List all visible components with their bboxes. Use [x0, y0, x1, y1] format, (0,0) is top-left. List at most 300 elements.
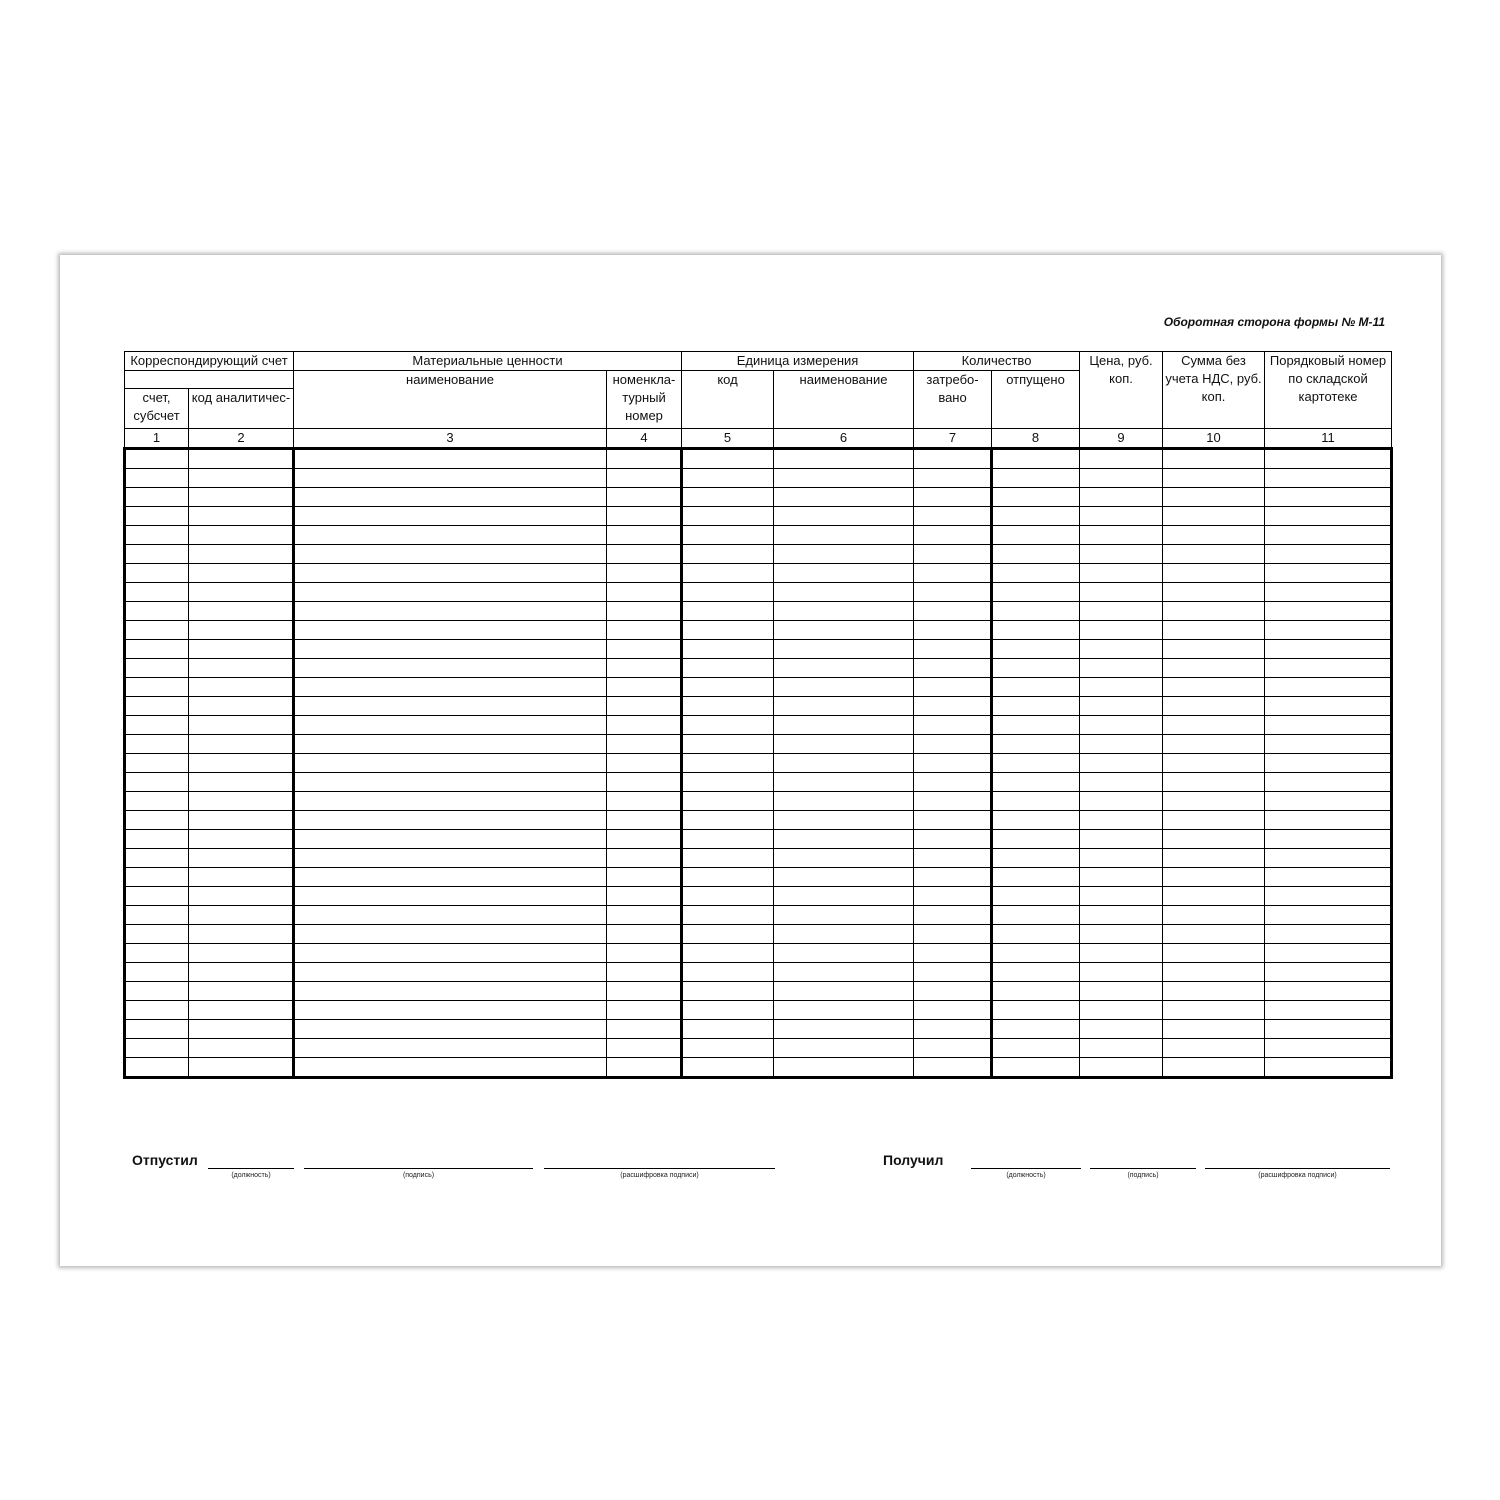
table-cell[interactable] — [914, 963, 992, 982]
table-cell[interactable] — [294, 1039, 607, 1058]
table-cell[interactable] — [1163, 811, 1265, 830]
table-cell[interactable] — [1163, 887, 1265, 906]
table-cell[interactable] — [125, 1001, 189, 1020]
table-cell[interactable] — [1080, 925, 1163, 944]
table-cell[interactable] — [992, 564, 1080, 583]
table-cell[interactable] — [682, 735, 774, 754]
table-cell[interactable] — [914, 488, 992, 507]
table-cell[interactable] — [682, 507, 774, 526]
table-cell[interactable] — [992, 1058, 1080, 1078]
table-cell[interactable] — [682, 963, 774, 982]
table-cell[interactable] — [1080, 488, 1163, 507]
table-cell[interactable] — [914, 830, 992, 849]
table-cell[interactable] — [682, 849, 774, 868]
table-cell[interactable] — [1080, 583, 1163, 602]
table-cell[interactable] — [125, 982, 189, 1001]
table-cell[interactable] — [607, 811, 682, 830]
table-cell[interactable] — [992, 830, 1080, 849]
table-cell[interactable] — [294, 488, 607, 507]
table-cell[interactable] — [1163, 545, 1265, 564]
table-cell[interactable] — [607, 944, 682, 963]
table-cell[interactable] — [1265, 792, 1392, 811]
table-cell[interactable] — [774, 1001, 914, 1020]
table-cell[interactable] — [774, 925, 914, 944]
table-cell[interactable] — [774, 507, 914, 526]
table-cell[interactable] — [1265, 526, 1392, 545]
table-cell[interactable] — [189, 1020, 294, 1039]
table-cell[interactable] — [682, 1039, 774, 1058]
table-cell[interactable] — [189, 449, 294, 469]
table-cell[interactable] — [774, 545, 914, 564]
table-cell[interactable] — [682, 697, 774, 716]
table-cell[interactable] — [914, 1020, 992, 1039]
table-cell[interactable] — [125, 944, 189, 963]
table-cell[interactable] — [774, 982, 914, 1001]
table-cell[interactable] — [1265, 735, 1392, 754]
table-cell[interactable] — [774, 564, 914, 583]
table-cell[interactable] — [682, 621, 774, 640]
table-cell[interactable] — [1265, 1058, 1392, 1078]
table-cell[interactable] — [992, 925, 1080, 944]
table-cell[interactable] — [774, 716, 914, 735]
table-cell[interactable] — [125, 925, 189, 944]
received-decoding-line[interactable] — [1205, 1168, 1390, 1169]
table-cell[interactable] — [774, 621, 914, 640]
table-cell[interactable] — [607, 621, 682, 640]
table-cell[interactable] — [1080, 526, 1163, 545]
table-cell[interactable] — [294, 925, 607, 944]
table-cell[interactable] — [294, 906, 607, 925]
table-cell[interactable] — [1080, 773, 1163, 792]
table-cell[interactable] — [125, 906, 189, 925]
table-cell[interactable] — [774, 868, 914, 887]
table-cell[interactable] — [1163, 735, 1265, 754]
table-cell[interactable] — [1163, 1020, 1265, 1039]
table-cell[interactable] — [914, 678, 992, 697]
table-cell[interactable] — [294, 792, 607, 811]
table-cell[interactable] — [294, 678, 607, 697]
table-cell[interactable] — [914, 449, 992, 469]
table-cell[interactable] — [1163, 773, 1265, 792]
table-cell[interactable] — [125, 1039, 189, 1058]
table-cell[interactable] — [682, 1001, 774, 1020]
table-cell[interactable] — [914, 507, 992, 526]
table-cell[interactable] — [294, 545, 607, 564]
table-cell[interactable] — [992, 678, 1080, 697]
table-cell[interactable] — [294, 735, 607, 754]
table-cell[interactable] — [914, 526, 992, 545]
table-cell[interactable] — [774, 792, 914, 811]
table-cell[interactable] — [992, 944, 1080, 963]
table-cell[interactable] — [1265, 1039, 1392, 1058]
table-cell[interactable] — [914, 849, 992, 868]
table-cell[interactable] — [1080, 811, 1163, 830]
table-cell[interactable] — [682, 792, 774, 811]
table-cell[interactable] — [189, 792, 294, 811]
table-cell[interactable] — [914, 602, 992, 621]
table-cell[interactable] — [1265, 887, 1392, 906]
table-cell[interactable] — [125, 735, 189, 754]
table-cell[interactable] — [992, 621, 1080, 640]
table-cell[interactable] — [294, 640, 607, 659]
table-cell[interactable] — [125, 640, 189, 659]
table-cell[interactable] — [992, 659, 1080, 678]
table-cell[interactable] — [125, 1020, 189, 1039]
table-cell[interactable] — [294, 963, 607, 982]
table-cell[interactable] — [1163, 906, 1265, 925]
table-cell[interactable] — [125, 564, 189, 583]
table-cell[interactable] — [1080, 678, 1163, 697]
table-cell[interactable] — [607, 507, 682, 526]
table-cell[interactable] — [914, 1001, 992, 1020]
table-cell[interactable] — [294, 944, 607, 963]
table-cell[interactable] — [1080, 716, 1163, 735]
table-cell[interactable] — [189, 621, 294, 640]
table-cell[interactable] — [125, 773, 189, 792]
table-cell[interactable] — [125, 583, 189, 602]
table-cell[interactable] — [1080, 1020, 1163, 1039]
table-cell[interactable] — [1163, 583, 1265, 602]
table-cell[interactable] — [1265, 449, 1392, 469]
table-cell[interactable] — [992, 716, 1080, 735]
table-cell[interactable] — [992, 849, 1080, 868]
table-cell[interactable] — [294, 659, 607, 678]
table-cell[interactable] — [914, 640, 992, 659]
table-cell[interactable] — [914, 754, 992, 773]
table-cell[interactable] — [607, 526, 682, 545]
table-cell[interactable] — [682, 640, 774, 659]
table-cell[interactable] — [682, 811, 774, 830]
table-cell[interactable] — [914, 564, 992, 583]
table-cell[interactable] — [1080, 754, 1163, 773]
table-cell[interactable] — [607, 868, 682, 887]
table-cell[interactable] — [1265, 488, 1392, 507]
table-cell[interactable] — [607, 583, 682, 602]
table-cell[interactable] — [189, 887, 294, 906]
table-cell[interactable] — [992, 906, 1080, 925]
table-cell[interactable] — [607, 659, 682, 678]
released-decoding-line[interactable] — [544, 1168, 775, 1169]
table-cell[interactable] — [992, 469, 1080, 488]
table-cell[interactable] — [189, 564, 294, 583]
table-cell[interactable] — [1163, 868, 1265, 887]
table-cell[interactable] — [1163, 1058, 1265, 1078]
table-cell[interactable] — [914, 792, 992, 811]
table-cell[interactable] — [1163, 830, 1265, 849]
table-cell[interactable] — [1163, 849, 1265, 868]
table-cell[interactable] — [682, 564, 774, 583]
table-cell[interactable] — [1163, 678, 1265, 697]
table-cell[interactable] — [607, 678, 682, 697]
table-cell[interactable] — [1163, 697, 1265, 716]
table-cell[interactable] — [125, 754, 189, 773]
table-cell[interactable] — [607, 469, 682, 488]
table-cell[interactable] — [1163, 526, 1265, 545]
table-cell[interactable] — [189, 507, 294, 526]
table-cell[interactable] — [1265, 1001, 1392, 1020]
table-cell[interactable] — [1080, 602, 1163, 621]
table-cell[interactable] — [1265, 868, 1392, 887]
table-cell[interactable] — [1265, 906, 1392, 925]
table-cell[interactable] — [125, 830, 189, 849]
table-cell[interactable] — [189, 545, 294, 564]
table-cell[interactable] — [125, 963, 189, 982]
table-cell[interactable] — [1163, 640, 1265, 659]
table-cell[interactable] — [682, 887, 774, 906]
table-cell[interactable] — [682, 449, 774, 469]
received-signature-line[interactable] — [1090, 1168, 1196, 1169]
table-cell[interactable] — [914, 697, 992, 716]
table-cell[interactable] — [125, 849, 189, 868]
table-cell[interactable] — [774, 697, 914, 716]
table-cell[interactable] — [992, 735, 1080, 754]
table-cell[interactable] — [125, 716, 189, 735]
table-cell[interactable] — [914, 545, 992, 564]
table-cell[interactable] — [1163, 1039, 1265, 1058]
table-cell[interactable] — [914, 469, 992, 488]
table-cell[interactable] — [125, 697, 189, 716]
table-cell[interactable] — [1163, 792, 1265, 811]
table-cell[interactable] — [1265, 982, 1392, 1001]
table-cell[interactable] — [189, 982, 294, 1001]
table-cell[interactable] — [774, 944, 914, 963]
table-cell[interactable] — [607, 640, 682, 659]
table-cell[interactable] — [1265, 602, 1392, 621]
table-cell[interactable] — [607, 754, 682, 773]
table-cell[interactable] — [682, 830, 774, 849]
table-cell[interactable] — [1163, 621, 1265, 640]
table-cell[interactable] — [992, 507, 1080, 526]
table-cell[interactable] — [1080, 507, 1163, 526]
table-cell[interactable] — [1163, 754, 1265, 773]
table-cell[interactable] — [294, 868, 607, 887]
table-cell[interactable] — [774, 849, 914, 868]
table-cell[interactable] — [1265, 849, 1392, 868]
table-cell[interactable] — [607, 887, 682, 906]
table-cell[interactable] — [914, 944, 992, 963]
table-cell[interactable] — [1163, 1001, 1265, 1020]
table-cell[interactable] — [294, 564, 607, 583]
table-cell[interactable] — [189, 640, 294, 659]
table-cell[interactable] — [992, 1039, 1080, 1058]
table-cell[interactable] — [1163, 982, 1265, 1001]
table-cell[interactable] — [189, 659, 294, 678]
table-cell[interactable] — [1080, 1001, 1163, 1020]
table-cell[interactable] — [607, 697, 682, 716]
table-cell[interactable] — [189, 716, 294, 735]
table-cell[interactable] — [294, 716, 607, 735]
table-cell[interactable] — [682, 488, 774, 507]
table-cell[interactable] — [1265, 925, 1392, 944]
table-cell[interactable] — [125, 449, 189, 469]
table-cell[interactable] — [1265, 659, 1392, 678]
table-cell[interactable] — [1265, 773, 1392, 792]
table-cell[interactable] — [914, 716, 992, 735]
table-cell[interactable] — [1163, 449, 1265, 469]
table-cell[interactable] — [1265, 1020, 1392, 1039]
table-cell[interactable] — [992, 792, 1080, 811]
table-cell[interactable] — [992, 982, 1080, 1001]
table-cell[interactable] — [189, 830, 294, 849]
table-cell[interactable] — [125, 545, 189, 564]
table-cell[interactable] — [914, 773, 992, 792]
table-cell[interactable] — [189, 488, 294, 507]
table-cell[interactable] — [189, 754, 294, 773]
table-cell[interactable] — [607, 925, 682, 944]
table-cell[interactable] — [1080, 545, 1163, 564]
table-cell[interactable] — [607, 564, 682, 583]
table-cell[interactable] — [1265, 716, 1392, 735]
table-cell[interactable] — [774, 811, 914, 830]
table-cell[interactable] — [774, 678, 914, 697]
table-cell[interactable] — [914, 925, 992, 944]
table-cell[interactable] — [294, 982, 607, 1001]
table-cell[interactable] — [294, 887, 607, 906]
table-cell[interactable] — [774, 1039, 914, 1058]
received-position-line[interactable] — [971, 1168, 1081, 1169]
table-cell[interactable] — [607, 982, 682, 1001]
table-cell[interactable] — [189, 735, 294, 754]
table-cell[interactable] — [294, 583, 607, 602]
table-cell[interactable] — [774, 602, 914, 621]
table-cell[interactable] — [914, 887, 992, 906]
table-cell[interactable] — [125, 811, 189, 830]
table-cell[interactable] — [294, 697, 607, 716]
table-cell[interactable] — [682, 583, 774, 602]
table-cell[interactable] — [125, 507, 189, 526]
table-cell[interactable] — [1265, 697, 1392, 716]
table-cell[interactable] — [607, 716, 682, 735]
table-cell[interactable] — [189, 697, 294, 716]
table-cell[interactable] — [189, 1039, 294, 1058]
table-cell[interactable] — [294, 1058, 607, 1078]
table-cell[interactable] — [125, 887, 189, 906]
table-cell[interactable] — [607, 906, 682, 925]
table-cell[interactable] — [125, 1058, 189, 1078]
table-cell[interactable] — [774, 1020, 914, 1039]
table-cell[interactable] — [914, 868, 992, 887]
table-cell[interactable] — [992, 449, 1080, 469]
table-cell[interactable] — [607, 545, 682, 564]
table-cell[interactable] — [1163, 716, 1265, 735]
table-cell[interactable] — [294, 621, 607, 640]
table-cell[interactable] — [607, 1020, 682, 1039]
table-cell[interactable] — [682, 925, 774, 944]
table-cell[interactable] — [607, 792, 682, 811]
table-cell[interactable] — [682, 1058, 774, 1078]
table-cell[interactable] — [1080, 887, 1163, 906]
released-position-line[interactable] — [208, 1168, 294, 1169]
table-cell[interactable] — [682, 1020, 774, 1039]
table-cell[interactable] — [294, 602, 607, 621]
table-cell[interactable] — [774, 773, 914, 792]
table-cell[interactable] — [189, 963, 294, 982]
table-cell[interactable] — [125, 602, 189, 621]
table-cell[interactable] — [1163, 963, 1265, 982]
table-cell[interactable] — [1265, 754, 1392, 773]
table-cell[interactable] — [1080, 868, 1163, 887]
table-cell[interactable] — [914, 583, 992, 602]
table-cell[interactable] — [992, 868, 1080, 887]
table-cell[interactable] — [294, 507, 607, 526]
table-cell[interactable] — [189, 906, 294, 925]
table-cell[interactable] — [1265, 583, 1392, 602]
table-cell[interactable] — [1265, 811, 1392, 830]
table-cell[interactable] — [607, 735, 682, 754]
table-cell[interactable] — [1080, 564, 1163, 583]
table-cell[interactable] — [774, 583, 914, 602]
table-cell[interactable] — [1080, 659, 1163, 678]
table-cell[interactable] — [682, 545, 774, 564]
table-cell[interactable] — [607, 1001, 682, 1020]
table-cell[interactable] — [125, 621, 189, 640]
table-cell[interactable] — [682, 659, 774, 678]
table-cell[interactable] — [774, 887, 914, 906]
table-cell[interactable] — [1080, 944, 1163, 963]
table-cell[interactable] — [1163, 469, 1265, 488]
table-cell[interactable] — [294, 754, 607, 773]
table-cell[interactable] — [1265, 830, 1392, 849]
table-cell[interactable] — [189, 602, 294, 621]
table-cell[interactable] — [1265, 507, 1392, 526]
table-cell[interactable] — [774, 659, 914, 678]
table-cell[interactable] — [125, 868, 189, 887]
table-cell[interactable] — [189, 583, 294, 602]
table-cell[interactable] — [1163, 564, 1265, 583]
table-cell[interactable] — [607, 449, 682, 469]
table-cell[interactable] — [774, 1058, 914, 1078]
table-cell[interactable] — [294, 830, 607, 849]
table-cell[interactable] — [1265, 640, 1392, 659]
table-cell[interactable] — [1265, 545, 1392, 564]
table-cell[interactable] — [607, 963, 682, 982]
table-cell[interactable] — [607, 849, 682, 868]
table-cell[interactable] — [682, 716, 774, 735]
table-cell[interactable] — [774, 906, 914, 925]
table-cell[interactable] — [189, 526, 294, 545]
table-cell[interactable] — [992, 545, 1080, 564]
table-cell[interactable] — [189, 925, 294, 944]
table-cell[interactable] — [992, 526, 1080, 545]
table-cell[interactable] — [992, 602, 1080, 621]
table-cell[interactable] — [774, 488, 914, 507]
table-cell[interactable] — [189, 868, 294, 887]
table-cell[interactable] — [1080, 469, 1163, 488]
table-cell[interactable] — [682, 526, 774, 545]
table-cell[interactable] — [992, 640, 1080, 659]
table-cell[interactable] — [607, 830, 682, 849]
table-cell[interactable] — [125, 469, 189, 488]
table-cell[interactable] — [294, 526, 607, 545]
table-cell[interactable] — [992, 754, 1080, 773]
table-cell[interactable] — [992, 583, 1080, 602]
table-cell[interactable] — [992, 1020, 1080, 1039]
table-cell[interactable] — [1163, 944, 1265, 963]
table-cell[interactable] — [294, 811, 607, 830]
table-cell[interactable] — [682, 773, 774, 792]
table-cell[interactable] — [914, 982, 992, 1001]
table-cell[interactable] — [1080, 697, 1163, 716]
table-cell[interactable] — [774, 735, 914, 754]
table-cell[interactable] — [914, 1039, 992, 1058]
table-cell[interactable] — [1080, 735, 1163, 754]
table-cell[interactable] — [1080, 982, 1163, 1001]
table-cell[interactable] — [774, 754, 914, 773]
table-cell[interactable] — [992, 697, 1080, 716]
table-cell[interactable] — [774, 963, 914, 982]
table-cell[interactable] — [1080, 963, 1163, 982]
table-cell[interactable] — [1080, 1039, 1163, 1058]
